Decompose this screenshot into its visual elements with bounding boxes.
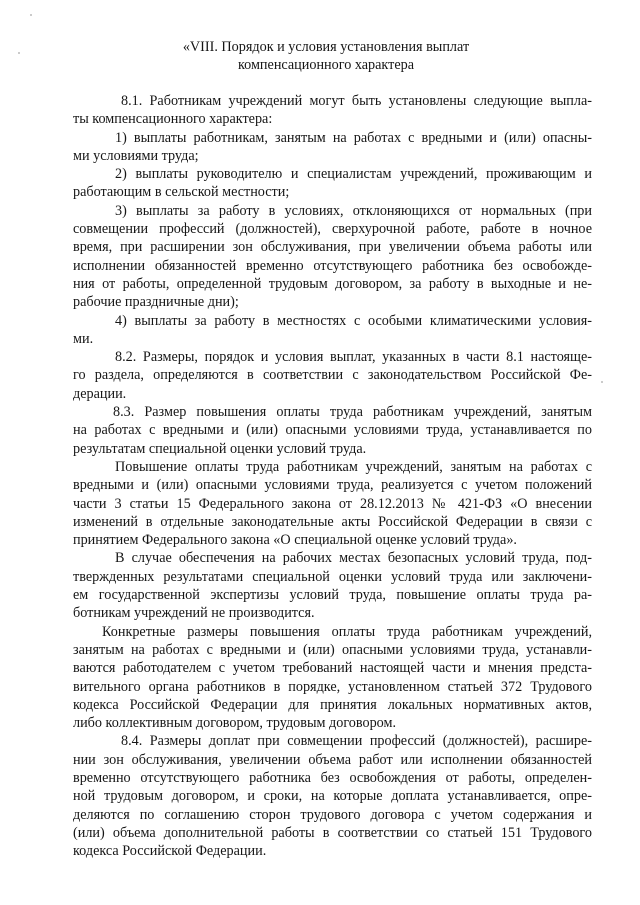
scan-speck [601, 381, 603, 383]
text-line: совмещении профессий (должностей), сверхурочной работе, работе в ночное [73, 221, 592, 238]
text-line: время, при расширении зон обслуживания, при увеличении объема работы или [73, 239, 592, 256]
text-line: 2) выплаты руководителю и специалистам учреждений, проживающим и [115, 166, 592, 183]
text-line: 3) выплаты за работу в условиях, отклоняющихся от нормальных (при [115, 202, 592, 219]
text-line: 8.2. Размеры, порядок и условия выплат, указанных в части 8.1 настояще- [115, 349, 592, 366]
text-line: го раздела, определяются в соответствии с законодательством Российской Фе- [73, 367, 592, 384]
text-line: (или) объема дополнительной работы в соответствии со статьей 151 Трудового [73, 824, 592, 841]
text-line: временно отсутствующего работника без освобождения от работы, определен- [73, 769, 592, 786]
text-line: ния от работы, определенной трудовым договором, за работу в выходные и не- [73, 275, 592, 292]
text-line: ем государственной экспертизы условий труда, повышение оплаты труда ра- [73, 587, 592, 604]
text-line: кодекса Российской Федерации. [73, 843, 267, 860]
text-line: ботникам учреждений не производится. [73, 605, 315, 622]
text-line: ной трудовым договором, и сроки, на которые доплата устанавливается, опре- [73, 788, 592, 805]
text-line: вительного органа работников в порядке, установленном статьей 372 Трудового [73, 678, 592, 695]
text-line: ми. [73, 330, 94, 347]
text-line: либо коллективным договором, трудовым договором. [73, 715, 397, 732]
text-line: Повышение оплаты труда работникам учреждений, занятым на работах с [115, 458, 592, 475]
text-line: изменений в отдельные законодательные акты Российской Федерации в связи с [73, 513, 592, 530]
text-line: ми условиями труда; [73, 147, 199, 164]
text-line: Конкретные размеры повышения оплаты труда работникам учреждений, [102, 623, 592, 640]
text-line: части 3 статьи 15 Федерального закона от 28.12.2013 № 421-ФЗ «О внесении [73, 495, 592, 512]
section-title [0, 38, 640, 74]
text-line: дерации. [73, 385, 127, 402]
text-line: принятием Федерального закона «О специальной оценке условий труда». [73, 532, 517, 549]
text-line: 8.1. Работникам учреждений могут быть установлены следующие выпла- [121, 93, 592, 109]
text-line: ты компенсационного характера: [73, 111, 273, 128]
text-line: 1) выплаты работникам, занятым на работах с вредными и (или) опасны- [115, 129, 592, 146]
scan-speck [30, 14, 32, 16]
section-title-line: «VIII. Порядок и условия установления выплат [182, 39, 470, 55]
text-line: 8.4. Размеры доплат при совмещении профессий (должностей), расшире- [121, 733, 592, 750]
text-line: вредными и (или) опасными условиями труда, реализуется с учетом положений [73, 477, 592, 494]
text-line: деляются по соглашению сторон трудового договора с учетом содержания и [73, 806, 592, 823]
text-line: на работах с вредными и (или) опасными условиями труда, устанавливается по [73, 422, 592, 439]
text-line: В случае обеспечения на рабочих местах безопасных условий труда, под- [115, 550, 592, 567]
text-line: кодекса Российской Федерации для принятия локальных нормативных актов, [73, 696, 592, 713]
text-line: результатам специальной оценки условий труда. [73, 440, 367, 457]
text-line: 8.3. Размер повышения оплаты труда работникам учреждений, занятым [113, 404, 592, 421]
text-line: занятым на работах с вредными и (или) опасными условиями труда, устанавли- [73, 641, 592, 658]
text-line: нии зон обслуживания, увеличении объема работ или исполнении обязанностей [73, 751, 592, 768]
document-body [73, 92, 592, 860]
text-line: ваются работодателем с учетом требований настоящей части и мнения предста- [73, 660, 592, 677]
text-line: работающим в сельской местности; [73, 184, 290, 201]
section-title-line: компенсационного характера [237, 57, 415, 73]
text-line: рабочие праздничные дни); [73, 294, 239, 311]
text-line: твержденных результатами специальной оценки условий труда или заключени- [73, 568, 592, 585]
text-line: исполнении обязанностей временно отсутствующего работника без освобожде- [73, 257, 592, 274]
text-line: 4) выплаты за работу в местностях с особыми климатическими условия- [115, 312, 592, 329]
